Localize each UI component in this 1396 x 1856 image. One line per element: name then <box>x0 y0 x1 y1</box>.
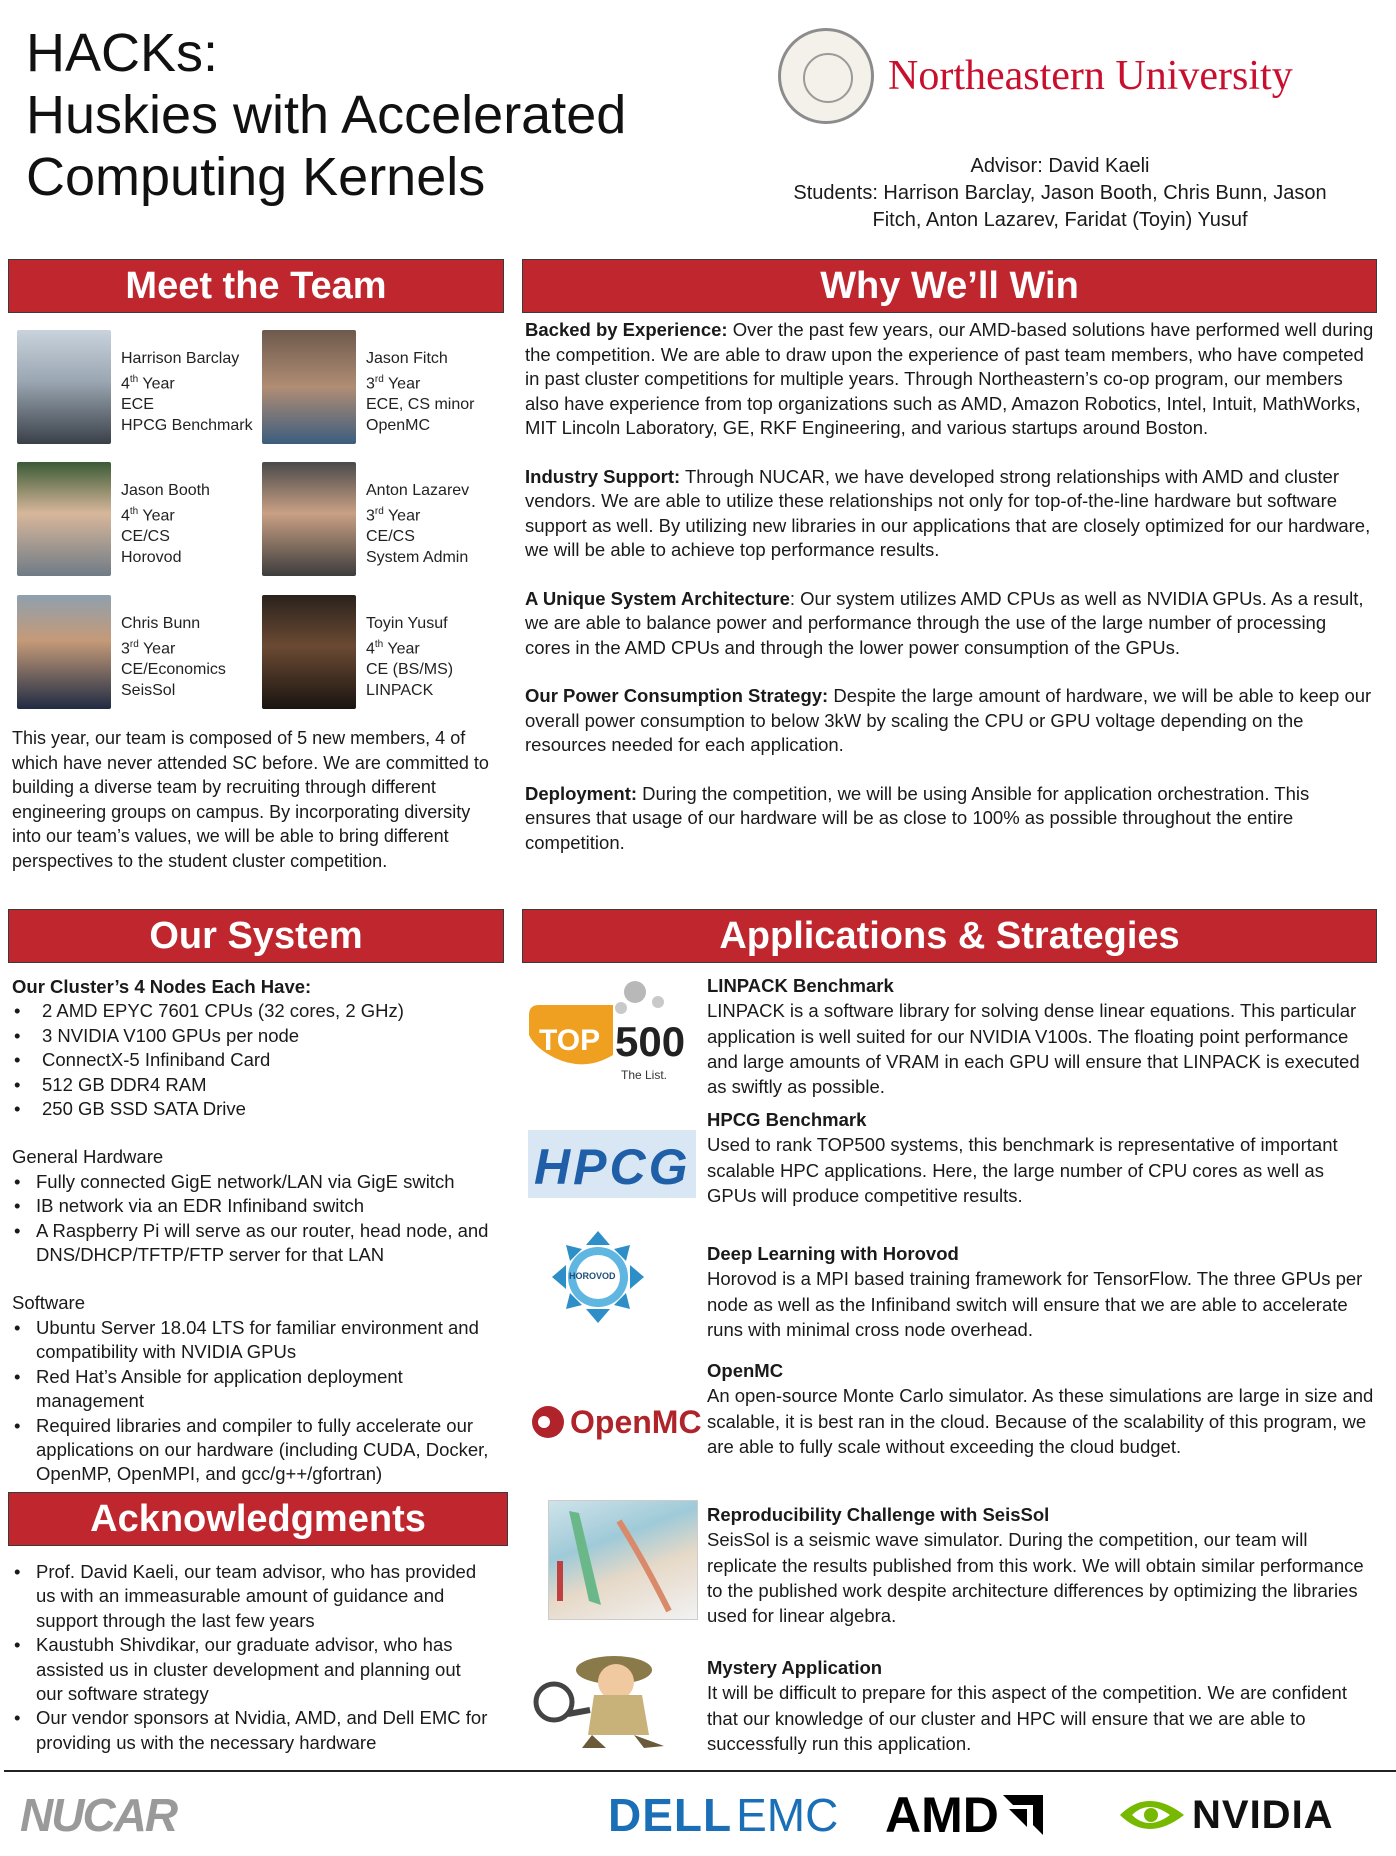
member-major: CE/CS <box>366 528 415 546</box>
list-item: • 512 GB DDR4 RAM <box>12 1073 512 1097</box>
header-applications-strategies: Applications & Strategies <box>522 909 1377 963</box>
team-member-card <box>262 595 453 709</box>
app-text: SeisSol is a seismic wave simulator. During the competition, our team will replicate the results published from this work. We will obtain similar performance to the published work despite architecture differences by optimizing the libraries used for linear algebra. <box>707 1529 1364 1627</box>
list-item: • 3 NVIDIA V100 GPUs per node <box>12 1024 512 1048</box>
app-horovod <box>707 1241 1377 1342</box>
top500-logo: TOP 500 The List. <box>525 980 700 1080</box>
app-title: Mystery Application <box>707 1657 883 1678</box>
member-info <box>121 348 253 444</box>
why-paragraph: Deployment: During the competition, we will be using Ansible for application orchestration. This ensures that usage of our hardware will be as close to 100% as possible throughout the entire competition. <box>525 782 1310 853</box>
member-year: 3rd Year <box>366 506 421 525</box>
amd-logo: AMD <box>885 1785 1043 1845</box>
member-name: Toyin Yusuf <box>366 615 448 632</box>
openmc-logo: OpenMC <box>530 1398 700 1448</box>
hardware-list <box>12 1170 512 1268</box>
list-item: • Fully connected GigE network/LAN via GigE switch <box>12 1170 512 1194</box>
app-title: HPCG Benchmark <box>707 1109 867 1130</box>
nvidia-logo: NVIDIA <box>1118 1785 1334 1845</box>
why-section <box>525 318 1375 879</box>
member-year: 4th Year <box>121 506 175 525</box>
why-paragraph: A Unique System Architecture: Our system utilizes AMD CPUs as well as NVIDIA GPUs. As a result, we are able to balance power and performance through the use of the large number of processing cores in the AMD CPUs and through the lower power consumption of the GPUs. <box>525 587 1364 658</box>
why-paragraph: Backed by Experience: Over the past few years, our AMD-based solutions have performed well during the competition. We are able to draw upon the experience of past team members, who have competed in past cluster competitions for multiple years. Through Northeastern’s co-op program, our members also have experience from top organizations such as AMD, Amazon Robotics, Intel, Intuit, MathWorks, MIT Lincoln Laboratory, GE, RKF Engineering, and various startups around Boston. <box>525 319 1374 438</box>
app-text: LINPACK is a software library for solving dense linear equations. This particular application is well suited for our NVIDIA V100s. The floating point performance and large amounts of VRAM in each GPU will ensure that LINPACK is executed as swiftly as possible. <box>707 1000 1360 1098</box>
header-our-system: Our System <box>8 909 504 963</box>
list-item: • Ubuntu Server 18.04 LTS for familiar environment and compatibility with NVIDIA GPUs <box>12 1316 512 1365</box>
university-logo <box>778 28 1293 124</box>
member-major: CE/Economics <box>121 661 226 679</box>
nucar-logo: NUCAR <box>20 1789 177 1841</box>
member-photo <box>262 330 356 444</box>
app-title: Reproducibility Challenge with SeisSol <box>707 1504 1050 1525</box>
app-text: Horovod is a MPI based training framework for TensorFlow. The three GPUs per node as well as the Infiniband switch will ensure that we are able to accelerate runs with minimal cross node overhead. <box>707 1268 1363 1340</box>
team-member-card <box>17 330 253 444</box>
list-item: • Red Hat’s Ansible for application deployment management <box>12 1365 512 1414</box>
list-item: • Prof. David Kaeli, our team advisor, who has provided us with an immeasurable amount of guidance and support through the last few years <box>12 1560 492 1633</box>
member-info <box>366 480 469 576</box>
header-meet-the-team: Meet the Team <box>8 259 504 313</box>
member-year: 3rd Year <box>366 374 421 393</box>
team-member-card <box>262 462 469 576</box>
app-text: An open-source Monte Carlo simulator. As these simulations are large in size and scalable, it is best ran in the cloud. Because of the scalability of this program, we are able to fully scale without exceeding the cloud budget. <box>707 1385 1374 1457</box>
app-title: Deep Learning with Horovod <box>707 1243 959 1264</box>
why-paragraph: Industry Support: Through NUCAR, we have developed strong relationships with AMD and cluster vendors. We are able to utilize these relationships not only for top-of-the-line hardware but software support as well. By utilizing new libraries in our applications that are closely optimized for our hardware, we will be able to achieve top performance results. <box>525 465 1371 560</box>
member-info <box>121 480 210 576</box>
member-photo <box>17 462 111 576</box>
member-role: Horovod <box>121 549 182 567</box>
ack-list <box>12 1560 492 1755</box>
team-member-card <box>262 330 474 444</box>
app-title: LINPACK Benchmark <box>707 975 894 996</box>
member-major: ECE <box>121 396 154 414</box>
member-name: Anton Lazarev <box>366 482 470 499</box>
list-item: • ConnectX-5 Infiniband Card <box>12 1048 512 1072</box>
member-role: System Admin <box>366 549 469 567</box>
member-photo <box>262 595 356 709</box>
team-paragraph: This year, our team is composed of 5 new members, 4 of which have never attended SC before. We are committed to building a diverse team by recruiting through different engineering groups on campus. By incorporating diversity into our team’s values, we will be able to bring different perspectives to the student cluster competition. <box>12 728 489 871</box>
why-paragraph: Our Power Consumption Strategy: Despite the large amount of hardware, we will be able to keep our overall power consumption to below 3kW by scaling the CPU or GPU voltage depending on the resources needed for each application. <box>525 685 1372 755</box>
member-name: Chris Bunn <box>121 615 201 632</box>
member-photo <box>262 462 356 576</box>
title-line-3: Computing Kernels <box>26 147 486 207</box>
list-item: • Our vendor sponsors at Nvidia, AMD, and Dell EMC for providing us with the necessary hardware <box>12 1706 492 1755</box>
member-major: CE/CS <box>121 528 170 546</box>
member-role: LINPACK <box>366 682 434 700</box>
app-hpcg <box>707 1107 1377 1208</box>
nvidia-eye-icon <box>1118 1793 1186 1837</box>
hpcg-logo: HPCG <box>528 1130 696 1198</box>
nodes-list <box>12 999 512 1121</box>
footer-divider <box>4 1770 1396 1772</box>
member-info <box>366 613 453 709</box>
member-info <box>366 348 474 444</box>
horovod-logo: HOROVOD <box>548 1227 648 1327</box>
list-item: • 2 AMD EPYC 7601 CPUs (32 cores, 2 GHz) <box>12 999 512 1023</box>
team-member-card <box>17 462 210 576</box>
list-item: • A Raspberry Pi will serve as our router, head node, and DNS/DHCP/TFTP/FTP server for that LAN <box>12 1219 512 1268</box>
students-line-1: Students: Harrison Barclay, Jason Booth, Chris Bunn, Jason <box>793 182 1327 204</box>
member-major: CE (BS/MS) <box>366 661 454 679</box>
system-section <box>12 975 512 1511</box>
app-text: It will be difficult to prepare for this aspect of the competition. We are confident that our knowledge of our cluster and HPC will ensure that we are able to successfully run this application. <box>707 1682 1347 1754</box>
member-role: HPCG Benchmark <box>121 417 253 435</box>
list-item: • Kaustubh Shivdikar, our graduate advisor, who has assisted us in cluster development and planning out our software strategy <box>12 1633 492 1706</box>
member-role: OpenMC <box>366 417 431 435</box>
app-openmc <box>707 1358 1377 1459</box>
member-info <box>121 613 226 709</box>
app-mystery <box>707 1655 1377 1756</box>
people-block <box>760 153 1360 234</box>
member-year: 4th Year <box>366 639 420 658</box>
nodes-heading: Our Cluster’s 4 Nodes Each Have: <box>12 976 312 997</box>
title-line-2: Huskies with Accelerated <box>26 85 627 145</box>
poster-title <box>26 22 626 208</box>
hardware-heading: General Hardware <box>12 1146 164 1168</box>
member-year: 4th Year <box>121 374 175 393</box>
list-item: • IB network via an EDR Infiniband switch <box>12 1194 512 1218</box>
member-major: ECE, CS minor <box>366 396 475 414</box>
member-name: Jason Booth <box>121 482 210 499</box>
header-acknowledgments: Acknowledgments <box>8 1492 508 1546</box>
app-title: OpenMC <box>707 1360 784 1381</box>
list-item: • Required libraries and compiler to fully accelerate our applications on our hardware (including CUDA, Docker, OpenMP, OpenMPI, and gcc/g++/gfortran) <box>12 1414 512 1487</box>
team-member-card <box>17 595 226 709</box>
app-linpack <box>707 973 1377 1099</box>
advisor-line: Advisor: David Kaeli <box>970 155 1150 177</box>
member-name: Jason Fitch <box>366 350 448 367</box>
title-line-1: HACKs: <box>26 23 219 83</box>
app-seissol <box>707 1502 1377 1628</box>
seissol-image <box>548 1500 698 1620</box>
students-line-2: Fitch, Anton Lazarev, Faridat (Toyin) Yusuf <box>872 209 1248 231</box>
app-text: Used to rank TOP500 systems, this benchmark is representative of important scalable HPC applications. Here, the large number of CPU cores as well as GPUs will produce competitive results. <box>707 1134 1338 1206</box>
detective-icon <box>524 1640 674 1750</box>
member-photo <box>17 595 111 709</box>
software-list <box>12 1316 512 1487</box>
university-seal-icon <box>778 28 874 124</box>
member-year: 3rd Year <box>121 639 176 658</box>
dell-emc-logo: DELL EMC <box>608 1789 839 1841</box>
member-name: Harrison Barclay <box>121 350 240 367</box>
header-why-well-win: Why We’ll Win <box>522 259 1377 313</box>
member-photo <box>17 330 111 444</box>
software-heading: Software <box>12 1292 86 1314</box>
university-name: Northeastern University <box>888 53 1293 99</box>
list-item: • 250 GB SSD SATA Drive <box>12 1097 512 1121</box>
amd-arrow-icon <box>1003 1795 1043 1835</box>
member-role: SeisSol <box>121 682 176 700</box>
